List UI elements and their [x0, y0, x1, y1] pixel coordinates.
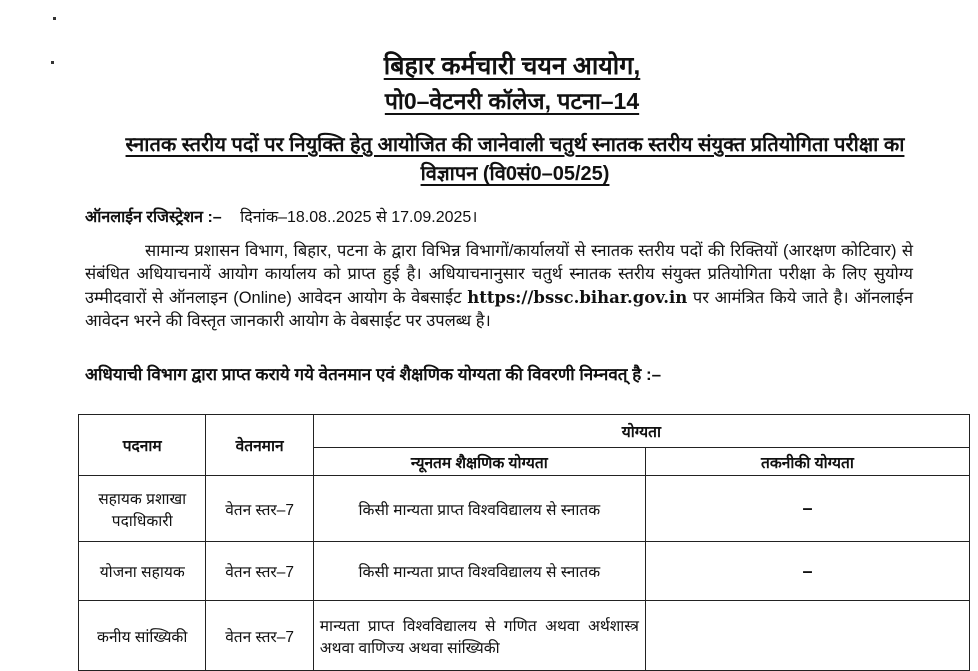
header-technical: तकनीकी योग्यता: [645, 448, 969, 476]
header-post: पदनाम: [79, 415, 206, 476]
intro-paragraph: सामान्य प्रशासन विभाग, बिहार, पटना के द्वारा विभिन्न विभागों/कार्यालयों से स्नातक स्तरीय पदों की रिक्तियों (आरक्षण कोटिवार) से संबंधित अधियाचनायें आयोग कार्यालय को प्राप्त हुई है। अधियाचनानुसार चतुर्थ स्नातक स्तरीय संयुक्त प्रतियोगिता परीक्षा के लिए सुयोग्य उम्मीदवारों से ऑनलाइन (Online) आवेदन आयोग के वेबसाईट https://bssc.bihar.gov.in पर आमंत्रित किये जाते है। ऑनलाईन आवेदन भरने की विस्तृत जानकारी आयोग के वेबसाईट पर उपलब्ध है।: [85, 242, 913, 330]
header-pay-scale: वेतनमान: [206, 415, 313, 476]
organization-name: बिहार कर्मचारी चयन आयोग,: [383, 52, 641, 80]
advertisement-title: स्नातक स्तरीय पदों पर नियुक्ति हेतु आयोजित की जानेवाली चतुर्थ स्नातक स्तरीय संयुक्त प्रतियोगिता परीक्षा का विज्ञापन (वि0सं0–05/25): [125, 134, 905, 185]
registration-line: [85, 205, 477, 227]
table-row: योजना सहायक वेतन स्तर–7 किसी मान्यता प्राप्त विश्वविद्यालय से स्नातक –: [79, 542, 970, 601]
website-link[interactable]: https://bssc.bihar.gov.in: [467, 288, 688, 307]
scan-speck: [53, 17, 56, 20]
posts-table: [78, 414, 970, 671]
table-row: सहायक प्रशाखा पदाधिकारी वेतन स्तर–7 किसी मान्यता प्राप्त विश्वविद्यालय से स्नातक –: [79, 476, 970, 542]
registration-label: ऑनलाईन रजिस्ट्रेशन :–: [85, 209, 222, 226]
table-row: कनीय सांख्यिकी वेतन स्तर–7 मान्यता प्राप्त विश्वविद्यालय से गणित अथवा अर्थशास्त्र अथवा वाणिज्य अथवा सांख्यिकी: [79, 601, 970, 671]
registration-dates: दिनांक–18.08..2025 से 17.09.2025।: [240, 209, 478, 226]
header-min-education: न्यूनतम शैक्षणिक योग्यता: [313, 448, 645, 476]
header-qualification: योग्यता: [313, 415, 969, 448]
organization-address: पो0–वेटनरी कॉलेज, पटना–14: [384, 88, 640, 114]
details-heading: अधियाची विभाग द्वारा प्राप्त कराये गये वेतनमान एवं शैक्षणिक योग्यता की विवरणी निम्नवत् है :–: [85, 365, 662, 384]
